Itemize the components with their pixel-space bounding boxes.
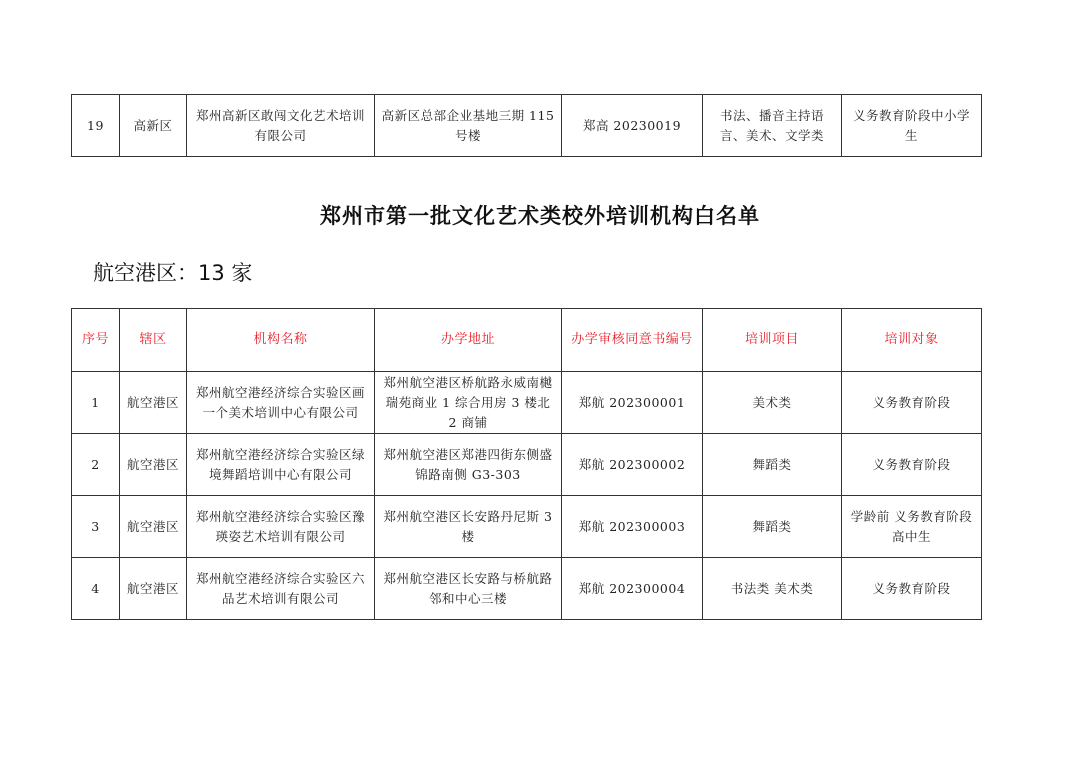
row-district: 航空港区 (120, 372, 187, 434)
row-license-number: 郑航 202300003 (562, 496, 703, 558)
header-training-items: 培训项目 (703, 309, 842, 372)
header-number: 序号 (72, 309, 120, 372)
row-address: 高新区总部企业基地三期 115 号楼 (375, 95, 562, 157)
row-training-target: 义务教育阶段 (842, 372, 982, 434)
row-district: 高新区 (120, 95, 187, 157)
header-address: 办学地址 (375, 309, 562, 372)
row-number: 3 (72, 496, 120, 558)
row-address: 郑州航空港区郑港四街东侧盛锦路南侧 G3-303 (375, 434, 562, 496)
row-training-target: 义务教育阶段 (842, 558, 982, 620)
row-institution-name: 郑州航空港经济综合实验区绿境舞蹈培训中心有限公司 (187, 434, 375, 496)
table-row (72, 372, 982, 434)
row-institution-name: 郑州航空港经济综合实验区画一个美术培训中心有限公司 (187, 372, 375, 434)
row-number: 1 (72, 372, 120, 434)
row-training-items: 舞蹈类 (703, 496, 842, 558)
header-district: 辖区 (120, 309, 187, 372)
row-number: 4 (72, 558, 120, 620)
row-training-items: 美术类 (703, 372, 842, 434)
row-institution-name: 郑州高新区敢闯文化艺术培训有限公司 (187, 95, 375, 157)
row-training-items: 书法、播音主持语言、美术、文学类 (703, 95, 842, 157)
table-row (72, 496, 982, 558)
row-license-number: 郑航 202300004 (562, 558, 703, 620)
row-training-target: 学龄前 义务教育阶段 高中生 (842, 496, 982, 558)
table-header-row (72, 309, 982, 372)
row-training-target: 义务教育阶段中小学生 (842, 95, 982, 157)
row-address: 郑州航空港区长安路丹尼斯 3 楼 (375, 496, 562, 558)
table-row (72, 558, 982, 620)
document-title: 郑州市第一批文化艺术类校外培训机构白名单 (320, 204, 760, 228)
row-address: 郑州航空港区长安路与桥航路邻和中心三楼 (375, 558, 562, 620)
row-institution-name: 郑州航空港经济综合实验区豫瑛姿艺术培训有限公司 (187, 496, 375, 558)
row-license-number: 郑航 202300001 (562, 372, 703, 434)
row-address: 郑州航空港区桥航路永威南樾瑞苑商业 1 综合用房 3 楼北 2 商铺 (375, 372, 562, 434)
whitelist-table (71, 308, 982, 620)
row-number: 19 (72, 95, 120, 157)
row-institution-name: 郑州航空港经济综合实验区六品艺术培训有限公司 (187, 558, 375, 620)
table-row (72, 95, 982, 157)
row-number: 2 (72, 434, 120, 496)
row-district: 航空港区 (120, 496, 187, 558)
table-row (72, 434, 982, 496)
row-district: 航空港区 (120, 434, 187, 496)
row-license-number: 郑高 20230019 (562, 95, 703, 157)
header-training-target: 培训对象 (842, 309, 982, 372)
row-training-items: 书法类 美术类 (703, 558, 842, 620)
row-training-items: 舞蹈类 (703, 434, 842, 496)
continuation-table (71, 94, 982, 157)
row-district: 航空港区 (120, 558, 187, 620)
header-institution-name: 机构名称 (187, 309, 375, 372)
header-license-number: 办学审核同意书编号 (562, 309, 703, 372)
row-training-target: 义务教育阶段 (842, 434, 982, 496)
district-heading: 航空港区：13 家 (93, 261, 253, 285)
row-license-number: 郑航 202300002 (562, 434, 703, 496)
